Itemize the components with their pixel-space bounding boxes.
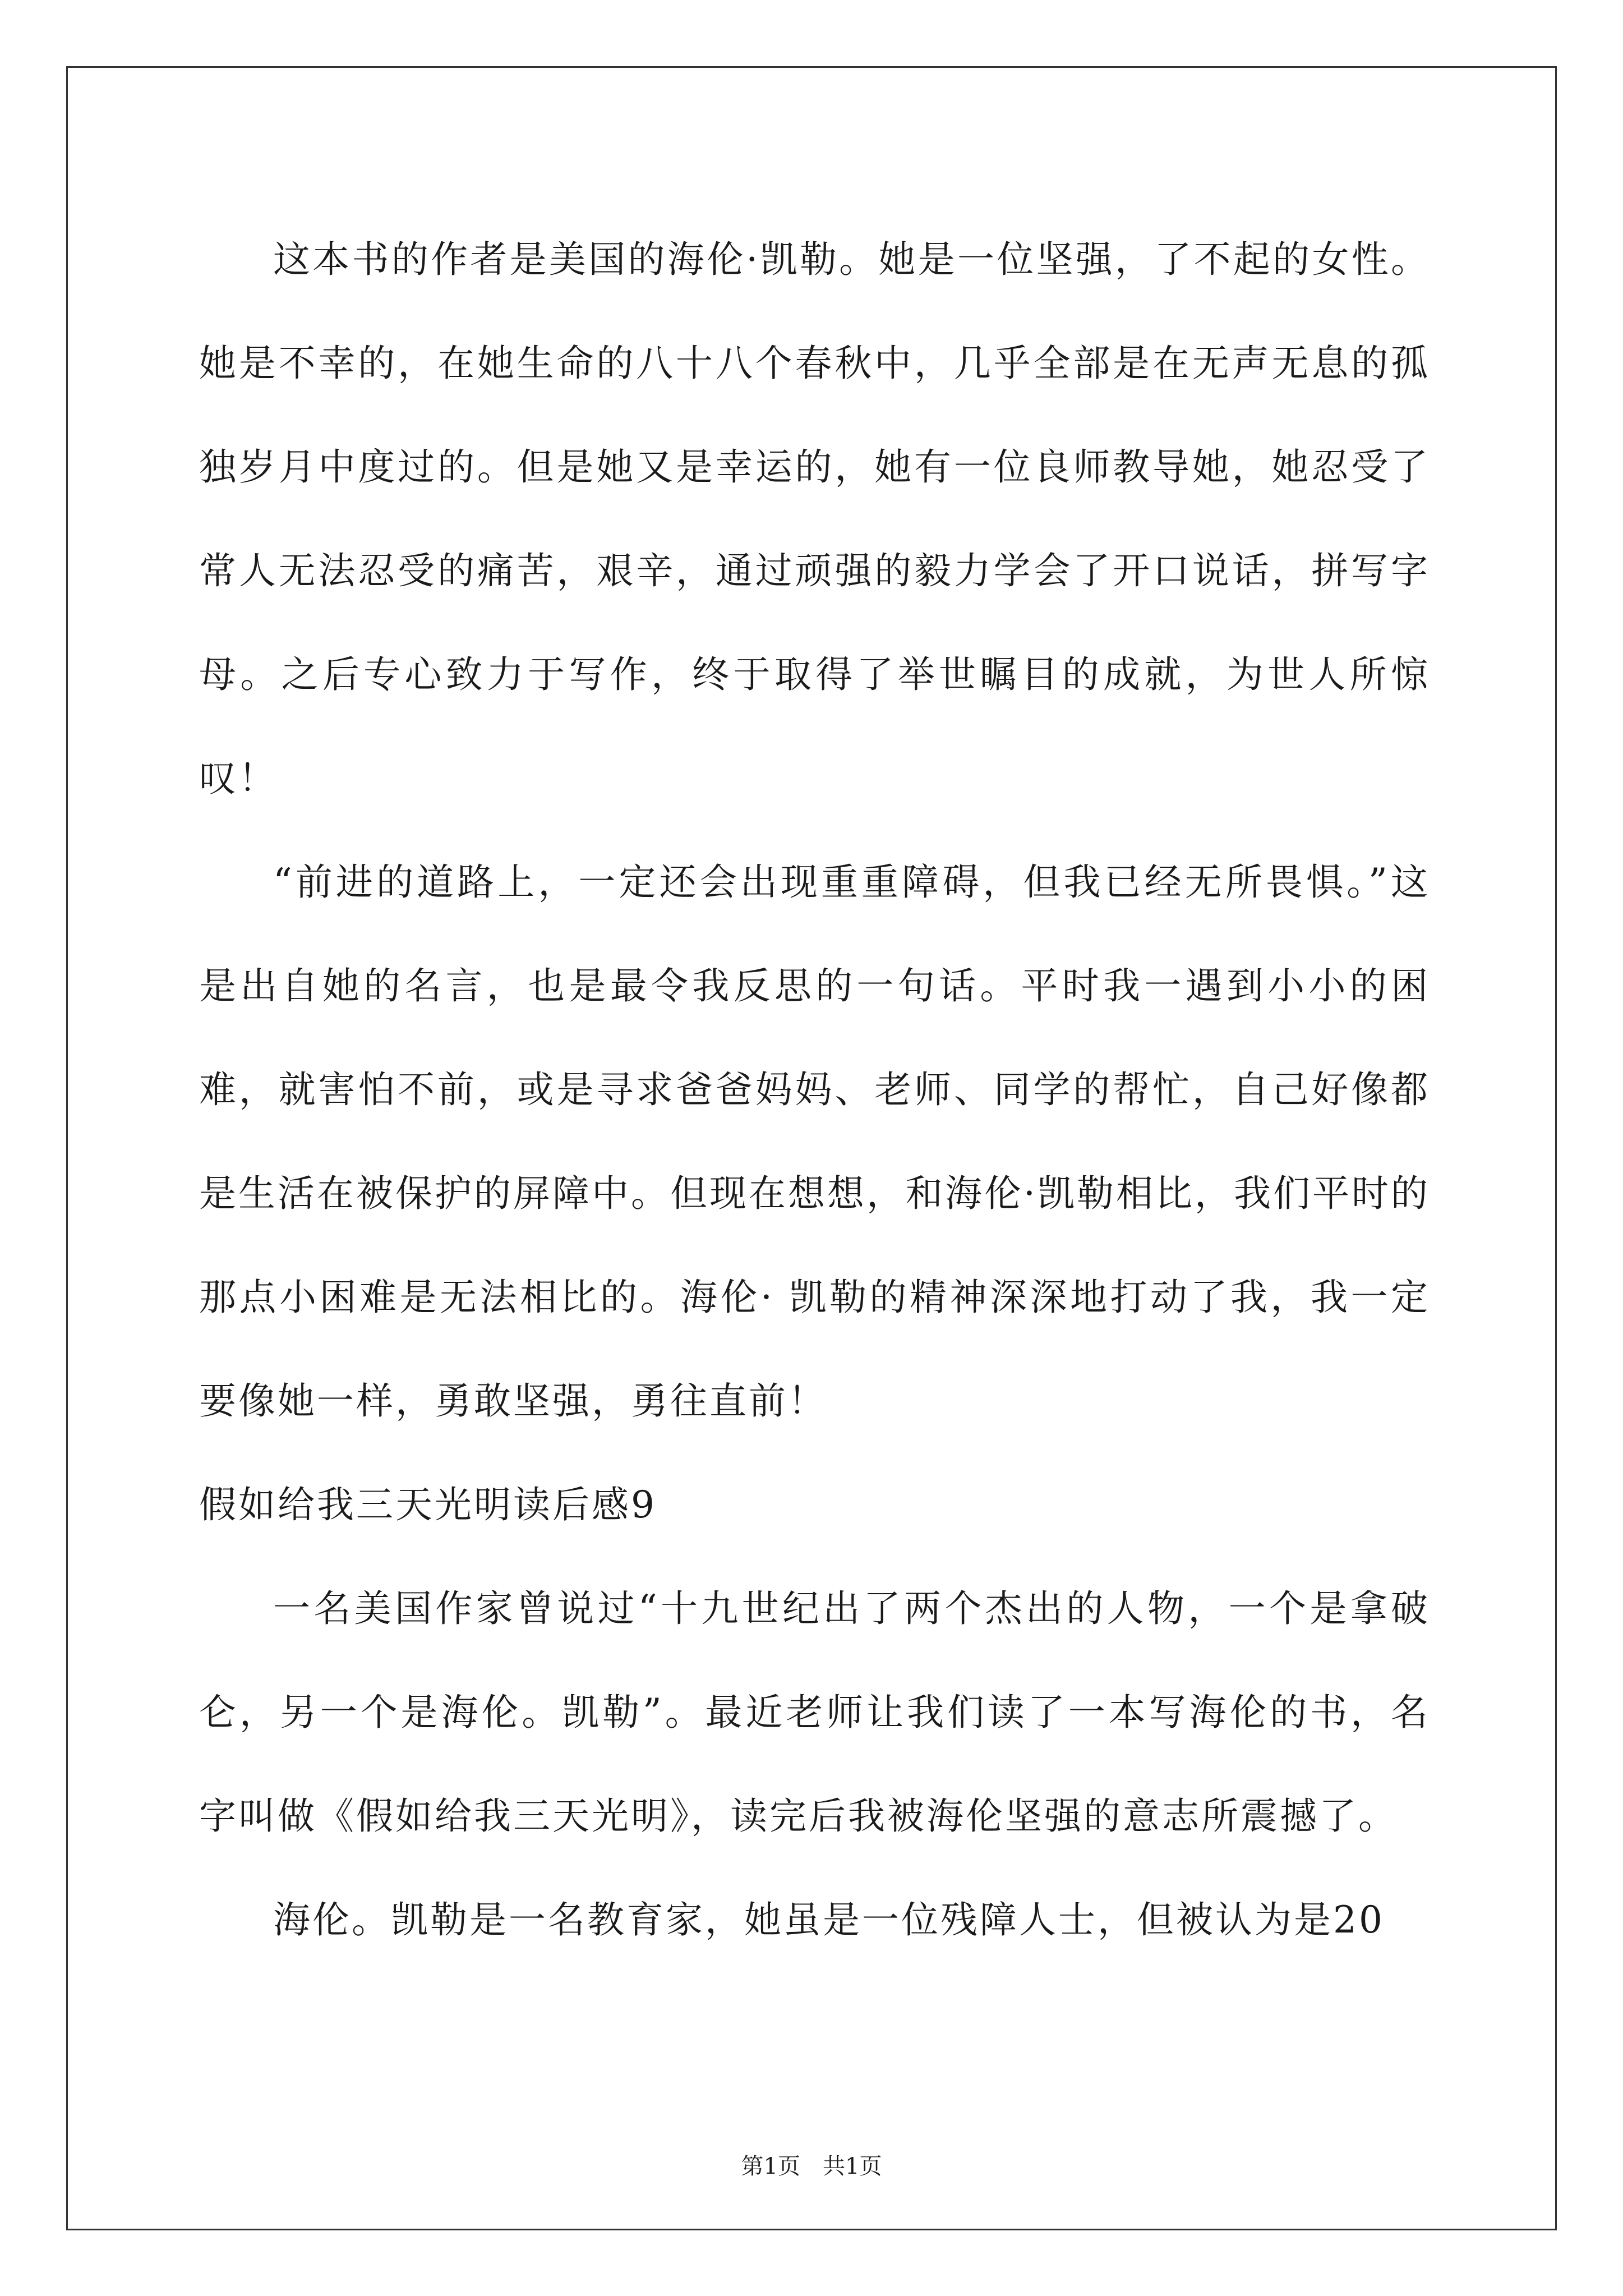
- paragraph-1: 这本书的作者是美国的海伦·凯勒。她是一位坚强，了不起的女性。她是不幸的，在她生命的八十八个春秋中，几乎全部是在无声无息的孤独岁月中度过的。但是她又是幸运的，她有一位良师教导她，她忍受了常人无法忍受的痛苦，艰辛，通过顽强的毅力学会了开口说话，拼写字母。之后专心致力于写作，终于取得了举世瞩目的成就，为世人所惊叹！: [199, 238, 1430, 800]
- paragraph-2: “前进的道路上，一定还会出现重重障碍，但我已经无所畏惧。”这是出自她的名言，也是最令我反思的一句话。平时我一遇到小小的困难，就害怕不前，或是寻求爸爸妈妈、老师、同学的帮忙，自己好像都是生活在被保护的屏障中。但现在想想，和海伦·凯勒相比，我们平时的那点小困难是无法相比的。海伦· 凯勒的精神深深地打动了我，我一定要像她一样，勇敢坚强，勇往直前！: [199, 861, 1430, 1423]
- document-body: [199, 208, 1430, 1972]
- page-footer: 第1页 共1页: [741, 2154, 882, 2179]
- section-heading: 假如给我三天光明读后感9: [199, 1483, 657, 1526]
- paragraph-4: 海伦。凯勒是一名教育家，她虽是一位残障人士，但被认为是20: [273, 1898, 1385, 1941]
- paragraph-3: 一名美国作家曾说过“十九世纪出了两个杰出的人物，一个是拿破仑，另一个是海伦。凯勒”。最近老师让我们读了一本写海伦的书，名字叫做《假如给我三天光明》，读完后我被海伦坚强的意志所震撼了。: [199, 1587, 1430, 1838]
